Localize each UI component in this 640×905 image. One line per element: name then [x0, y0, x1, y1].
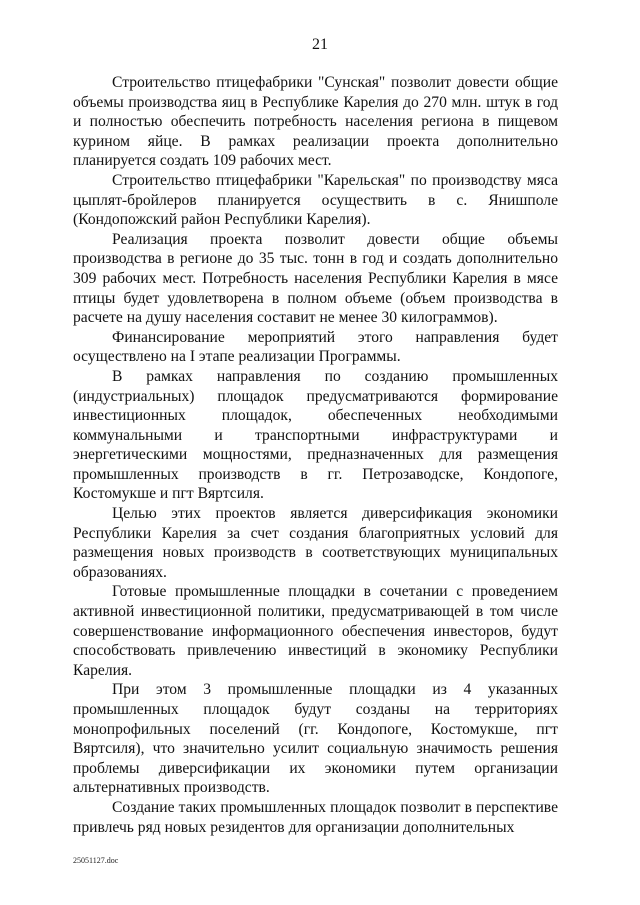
document-file-code: 25051127.doc [73, 856, 119, 865]
paragraph-karelskaya-poultry-farm: Строительство птицефабрики "Карельская" по производству мяса цыплят-бройлеров планируется осуществить в с. Янишполе (Кондопожский район Республики Карелия). [73, 171, 558, 229]
paragraph-financing: Финансирование мероприятий этого направления будет осуществлено на I этапе реализации Программы. [73, 328, 558, 366]
page-number: 21 [312, 36, 328, 53]
paragraph-diversification-goal: Целью этих проектов является диверсификация экономики Республики Карелия за счет создания благоприятных условий для размещения новых производств в соответствующих муниципальных образованиях. [73, 505, 558, 581]
paragraph-sunskaya-poultry-farm: Строительство птицефабрики "Сунская" позволит довести общие объемы производства яиц в Республике Карелия до 270 млн. штук в год и полностью обеспечить потребность населения региона в пищевом курином яйце. В рамках реализации проекта дополнительно планируется создать 109 рабочих мест. [73, 74, 558, 170]
paragraph-monoprofile-settlements: При этом 3 промышленные площадки из 4 указанных промышленных площадок будут созданы на территориях монопрофильных поселений (гг. Кондопоге, Костомукше, пгт Вяртсиля), что значительно усилит социальную значимость решения проблемы диверсификации их экономики путем организации альтернативных производств. [73, 681, 558, 797]
document-body [73, 73, 558, 837]
paragraph-ready-industrial-sites: Готовые промышленные площадки в сочетании с проведением активной инвестиционной политики, предусматривающей в том числе совершенствование информационного обеспечения инвесторов, будут способствовать привлечению инвестиций в экономику Республики Карелия. [73, 583, 558, 679]
paragraph-industrial-sites: В рамках направления по созданию промышленных (индустриальных) площадок предусматриваются формирование инвестиционных площадок, обеспеченных необходимыми коммунальными и транспортными инфраструктурами и энергетическими мощностями, предназначенных для размещения промышленных производств в гг. Петрозаводске, Кондопоге, Костомукше и пгт Вяртсиля. [73, 367, 558, 503]
paragraph-new-residents: Создание таких промышленных площадок позволит в перспективе привлечь ряд новых резидентов для организации дополнительных [73, 798, 558, 836]
paragraph-project-production-volume: Реализация проекта позволит довести общие объемы производства в регионе до 35 тыс. тонн в год и создать дополнительно 309 рабочих мест. Потребность населения Республики Карелия в мясе птицы будет удовлетворена в полном объеме (объем производства в расчете на душу населения составит не менее 30 килограммов). [73, 230, 558, 327]
